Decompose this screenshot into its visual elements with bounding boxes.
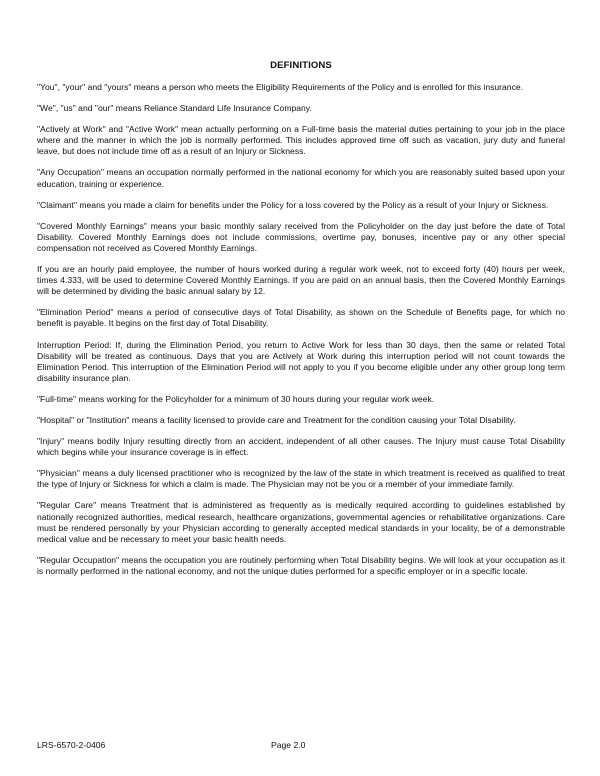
definition-elimination-period: "Elimination Period" means a period of consecutive days of Total Disability, as shown on the Schedule of Benefits page, for which no benefit is payable. It begins on the first day of Total Disability. <box>37 307 565 329</box>
page-title: DEFINITIONS <box>270 60 332 71</box>
definition-actively-at-work: "Actively at Work" and "Active Work" mean actually performing on a Full-time basis the material duties pertaining to your job in the place where and the manner in which the job is normally performed. This includes approved time off such as vacation, jury duty and funeral leave, but does not include time off as a result of an Injury or Sickness. <box>37 124 565 157</box>
form-number: LRS-6570-2-0406 <box>37 740 106 750</box>
page-number: Page 2.0 <box>271 740 306 750</box>
definition-any-occupation: "Any Occupation" means an occupation normally performed in the national economy for which you are reasonably suited based upon your education, training or experience. <box>37 167 565 189</box>
definition-regular-occupation: "Regular Occupation" means the occupation you are routinely performing when Total Disability begins. We will look at your occupation as it is normally performed in the national economy, and not the unique duties performed for a specific employer or in a specific locale. <box>37 554 565 576</box>
definition-hospital: "Hospital" or "Institution" means a facility licensed to provide care and Treatment for the condition causing your Total Disability. <box>37 414 516 425</box>
definition-you: "You", "your" and "yours" means a person who meets the Eligibility Requirements of the Policy and is enrolled for this insurance. <box>37 82 524 92</box>
definition-full-time: "Full-time" means working for the Policyholder for a minimum of 30 hours during your regular work week. <box>37 393 435 404</box>
definition-covered-monthly-earnings: "Covered Monthly Earnings" means your basic monthly salary received from the Policyholder on the day just before the date of Total Disability. Covered Monthly Earnings does not include commissions, overtime pay, bonuses, incentive pay or any other special compensation not received as Covered Monthly Earnings. <box>37 220 565 253</box>
hourly-paid-employee-paragraph: If you are an hourly paid employee, the number of hours worked during a regular work week, not to exceed forty (40) hours per week, times 4.333, will be used to determine Covered Monthly Earnings. If you are paid on an annual basis, then the Covered Monthly Earnings will be determined by dividing the basic annual salary by 12. <box>37 264 565 297</box>
definition-physician: "Physician" means a duly licensed practitioner who is recognized by the law of the state in which treatment is received as qualified to treat the type of Injury or Sickness for which a claim is made. The Physician may not be you or a member of your immediate family. <box>37 468 565 490</box>
document-body <box>37 60 565 587</box>
page-footer <box>37 739 565 751</box>
definition-injury: "Injury" means bodily Injury resulting directly from an accident, independent of all other causes. The Injury must cause Total Disability which begins while your insurance coverage is in effect. <box>37 436 565 458</box>
definition-regular-care: "Regular Care" means Treatment that is administered as frequently as is medically required according to guidelines established by nationally recognized authorities, medical research, healthcare organizations, governmental agencies or rehabilitative organizations. Care must be rendered personally by your Physician according to generally accepted medical standards in your locality, be of a demonstrable medical value and be necessary to meet your basic health needs. <box>37 500 565 544</box>
interruption-period-paragraph: Interruption Period: If, during the Elimination Period, you return to Active Work for less than 30 days, then the same or related Total Disability will be treated as continuous. Days that you are Actively at Work during this interruption period will not count towards the Elimination Period. This interruption of the Elimination Period will not apply to you if you become eligible under any other group long term disability insurance plan. <box>37 339 565 383</box>
definition-we: "We", "us" and "our" means Reliance Standard Life Insurance Company. <box>37 103 312 114</box>
definition-claimant: "Claimant" means you made a claim for benefits under the Policy for a loss covered by the Policy as a result of your Injury or Sickness. <box>37 199 549 210</box>
